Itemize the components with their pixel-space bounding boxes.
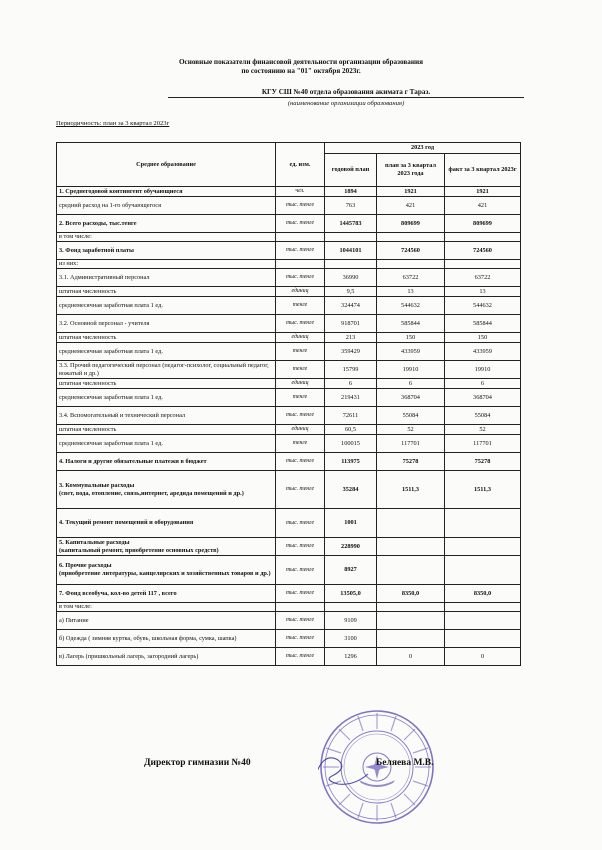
table-row (57, 187, 521, 197)
row-plan-q3 (377, 612, 445, 630)
row-fact-q3: 150 (445, 333, 521, 343)
row-annual-plan: 1894 (325, 187, 377, 197)
row-fact-q3: 544632 (445, 297, 521, 315)
table-row (57, 215, 521, 233)
row-plan-q3 (377, 260, 445, 269)
row-plan-q3: 8350,0 (377, 585, 445, 603)
table-row (57, 585, 521, 603)
table-row (57, 343, 521, 361)
row-annual-plan: 9,5 (325, 287, 377, 297)
row-fact-q3 (445, 630, 521, 648)
row-unit: тыс. тенге (276, 215, 325, 233)
row-fact-q3 (445, 509, 521, 538)
table-row (57, 233, 521, 242)
row-plan-q3: 75278 (377, 453, 445, 471)
row-fact-q3 (445, 260, 521, 269)
row-annual-plan: 1044101 (325, 242, 377, 260)
row-fact-q3: 421 (445, 197, 521, 215)
row-annual-plan: 324474 (325, 297, 377, 315)
row-label: штатная численность (57, 425, 276, 435)
header-year: 2023 год (325, 143, 521, 154)
row-label (57, 556, 276, 585)
row-label: штатная численность (57, 379, 276, 389)
row-fact-q3 (445, 538, 521, 556)
row-unit: тыс. тенге (276, 242, 325, 260)
table-row (57, 260, 521, 269)
row-label: 3.3. Прочий педагогический персонал (педагог-психолог, социальный педагог, вожатый и др.) (57, 361, 276, 379)
row-plan-q3: 6 (377, 379, 445, 389)
row-sublabel: (капитальный ремонт, приобретение основных средств) (59, 546, 219, 554)
row-unit: тенге (276, 389, 325, 407)
row-label: штатная численность (57, 287, 276, 297)
row-fact-q3: 8350,0 (445, 585, 521, 603)
table-row (57, 197, 521, 215)
row-plan-q3: 55084 (377, 407, 445, 425)
row-annual-plan: 100015 (325, 435, 377, 453)
row-plan-q3: 19910 (377, 361, 445, 379)
row-label: в том числе: (57, 233, 276, 242)
row-annual-plan: 6 (325, 379, 377, 389)
table-row (57, 648, 521, 666)
header-fact-q3: факт за 3 квартал 2023г (445, 154, 521, 187)
row-plan-q3: 809699 (377, 215, 445, 233)
row-unit: тыс. тенге (276, 585, 325, 603)
row-unit: единиц (276, 379, 325, 389)
organization-name: КГУ СШ №40 отдела образования акимата г Тараз. (168, 88, 524, 98)
row-plan-q3: 368704 (377, 389, 445, 407)
row-unit: чел. (276, 187, 325, 197)
table-row (57, 407, 521, 425)
row-annual-plan: 60,5 (325, 425, 377, 435)
row-label: 5. Капитальные расходы (59, 538, 130, 546)
row-unit: тенге (276, 361, 325, 379)
row-annual-plan: 36990 (325, 269, 377, 287)
row-plan-q3: 13 (377, 287, 445, 297)
row-annual-plan: 359429 (325, 343, 377, 361)
row-annual-plan: 1001 (325, 509, 377, 538)
row-unit: единиц (276, 287, 325, 297)
table-row (57, 297, 521, 315)
row-annual-plan (325, 260, 377, 269)
table-row (57, 630, 521, 648)
row-annual-plan: 8927 (325, 556, 377, 585)
row-fact-q3: 433959 (445, 343, 521, 361)
row-fact-q3: 13 (445, 287, 521, 297)
row-unit: тыс. тенге (276, 471, 325, 509)
row-label: 3.4. Вспомогательный и технический персонал (57, 407, 276, 425)
row-fact-q3 (445, 603, 521, 612)
row-label: из них: (57, 260, 276, 269)
row-label: 1. Среднегодовой контингент обучающиеся (57, 187, 276, 197)
header-plan-q3: план за 3 квартал 2023 года (377, 154, 445, 187)
row-fact-q3 (445, 612, 521, 630)
table-body (57, 187, 521, 666)
row-fact-q3: 19910 (445, 361, 521, 379)
row-plan-q3: 52 (377, 425, 445, 435)
table-row (57, 509, 521, 538)
financial-table (56, 142, 521, 666)
row-label: штатная численность (57, 333, 276, 343)
header-name: Среднее образование (57, 143, 276, 187)
director-name: Беляева М.В. (376, 758, 434, 768)
row-unit: тыс. тенге (276, 556, 325, 585)
row-label: 4. Налоги и другие обязательные платежи в бюджет (57, 453, 276, 471)
row-fact-q3 (445, 556, 521, 585)
table-row (57, 287, 521, 297)
row-plan-q3 (377, 233, 445, 242)
row-label: в) Лагерь (пришкольный лагерь, загородний лагерь) (57, 648, 276, 666)
row-unit: тыс. тенге (276, 612, 325, 630)
row-unit (276, 603, 325, 612)
table-row (57, 242, 521, 260)
row-unit: тенге (276, 343, 325, 361)
row-unit: тыс. тенге (276, 269, 325, 287)
table-row (57, 425, 521, 435)
row-label (57, 538, 276, 556)
row-fact-q3: 1921 (445, 187, 521, 197)
table-row (57, 471, 521, 509)
row-unit: тыс. тенге (276, 315, 325, 333)
row-annual-plan: 15799 (325, 361, 377, 379)
row-unit (276, 260, 325, 269)
row-label: 2. Всего расходы, тыс.тенге (57, 215, 276, 233)
row-fact-q3: 585844 (445, 315, 521, 333)
table-row (57, 556, 521, 585)
row-fact-q3: 809699 (445, 215, 521, 233)
row-fact-q3: 55084 (445, 407, 521, 425)
row-plan-q3 (377, 509, 445, 538)
report-title-line2: по состоянию на "01" октября 2023г. (241, 67, 361, 75)
row-label: 7. Фонд всеобуча, кол-во детей 117 , всего (57, 585, 276, 603)
row-fact-q3: 52 (445, 425, 521, 435)
report-title-line1: Основные показатели финансовой деятельности организации образования (178, 58, 424, 66)
row-fact-q3: 724560 (445, 242, 521, 260)
row-label: а) Питание (57, 612, 276, 630)
row-label: 3.2. Основной персонал - учителя (57, 315, 276, 333)
row-label: 3. Коммунальные расходы (59, 481, 135, 489)
row-plan-q3: 585844 (377, 315, 445, 333)
header-unit: ед. изм. (276, 143, 325, 187)
table-row (57, 269, 521, 287)
row-plan-q3: 724560 (377, 242, 445, 260)
table-row (57, 333, 521, 343)
row-unit: тыс. тенге (276, 509, 325, 538)
row-plan-q3: 1511,3 (377, 471, 445, 509)
organization-note: (наименование организации образования) (287, 100, 405, 107)
row-plan-q3 (377, 556, 445, 585)
row-plan-q3: 544632 (377, 297, 445, 315)
table-row (57, 435, 521, 453)
row-label: 4. Текущий ремонт помещений и оборудования (57, 509, 276, 538)
row-label: среднемесячная заработная плата 1 ед. (57, 343, 276, 361)
row-annual-plan (325, 233, 377, 242)
row-fact-q3: 75278 (445, 453, 521, 471)
table-row (57, 538, 521, 556)
row-label: б) Одежда ( зимняя куртка, обувь, школьная форма, сумка, шапка) (57, 630, 276, 648)
row-unit: тыс. тенге (276, 453, 325, 471)
row-annual-plan: 72611 (325, 407, 377, 425)
row-fact-q3: 1511,3 (445, 471, 521, 509)
row-fact-q3: 63722 (445, 269, 521, 287)
row-plan-q3 (377, 603, 445, 612)
row-plan-q3 (377, 630, 445, 648)
table-row (57, 603, 521, 612)
row-annual-plan: 228990 (325, 538, 377, 556)
row-annual-plan: 35284 (325, 471, 377, 509)
row-plan-q3: 150 (377, 333, 445, 343)
row-annual-plan: 1296 (325, 648, 377, 666)
row-unit: единиц (276, 333, 325, 343)
row-label: 3.1. Административный персонал (57, 269, 276, 287)
table-row (57, 612, 521, 630)
row-annual-plan: 3100 (325, 630, 377, 648)
row-unit: тыс. тенге (276, 538, 325, 556)
row-annual-plan (325, 603, 377, 612)
periodicity: Периодичность: план за 3 квартал 2023г (56, 120, 170, 127)
row-annual-plan: 219431 (325, 389, 377, 407)
row-annual-plan: 763 (325, 197, 377, 215)
row-unit: тенге (276, 297, 325, 315)
row-unit: единиц (276, 425, 325, 435)
row-plan-q3: 117701 (377, 435, 445, 453)
row-fact-q3 (445, 233, 521, 242)
row-plan-q3: 0 (377, 648, 445, 666)
row-label: среднемесячная заработная плата 1 ед. (57, 297, 276, 315)
row-fact-q3: 6 (445, 379, 521, 389)
table-row (57, 389, 521, 407)
table-row (57, 315, 521, 333)
row-annual-plan: 1445783 (325, 215, 377, 233)
table-row (57, 453, 521, 471)
row-unit: тыс. тенге (276, 407, 325, 425)
row-label: среднемесячная заработная плата 1 ед. (57, 435, 276, 453)
row-fact-q3: 368704 (445, 389, 521, 407)
row-unit: тыс. тенге (276, 197, 325, 215)
table-row (57, 361, 521, 379)
row-label: в том числе: (57, 603, 276, 612)
row-plan-q3: 63722 (377, 269, 445, 287)
row-label: среднемесячная заработная плата 1 ед. (57, 389, 276, 407)
row-annual-plan: 13505,0 (325, 585, 377, 603)
row-sublabel: (свет, вода, отопление, связь,интернет, аредида помещений и др.) (59, 489, 244, 497)
row-sublabel: (приобретение литературы, канцелярских и хозяйственных товаров и др.) (59, 570, 271, 577)
row-fact-q3: 117701 (445, 435, 521, 453)
row-unit: тенге (276, 435, 325, 453)
row-unit: тыс. тенге (276, 630, 325, 648)
director-label: Директор гимназии №40 (144, 758, 251, 768)
row-plan-q3 (377, 538, 445, 556)
row-annual-plan: 918701 (325, 315, 377, 333)
row-unit (276, 233, 325, 242)
row-unit: тыс. тенге (276, 648, 325, 666)
row-fact-q3: 0 (445, 648, 521, 666)
row-annual-plan: 213 (325, 333, 377, 343)
row-annual-plan: 9109 (325, 612, 377, 630)
row-label: средний расход на 1-го обучающегося (57, 197, 276, 215)
row-label: 6. Прочие расходы (59, 562, 112, 570)
row-annual-plan: 113975 (325, 453, 377, 471)
table-row (57, 379, 521, 389)
header-annual-plan: годовой план (325, 154, 377, 187)
row-label (57, 471, 276, 509)
row-label: 3. Фонд заработной платы (57, 242, 276, 260)
row-plan-q3: 433959 (377, 343, 445, 361)
row-plan-q3: 421 (377, 197, 445, 215)
row-plan-q3: 1921 (377, 187, 445, 197)
